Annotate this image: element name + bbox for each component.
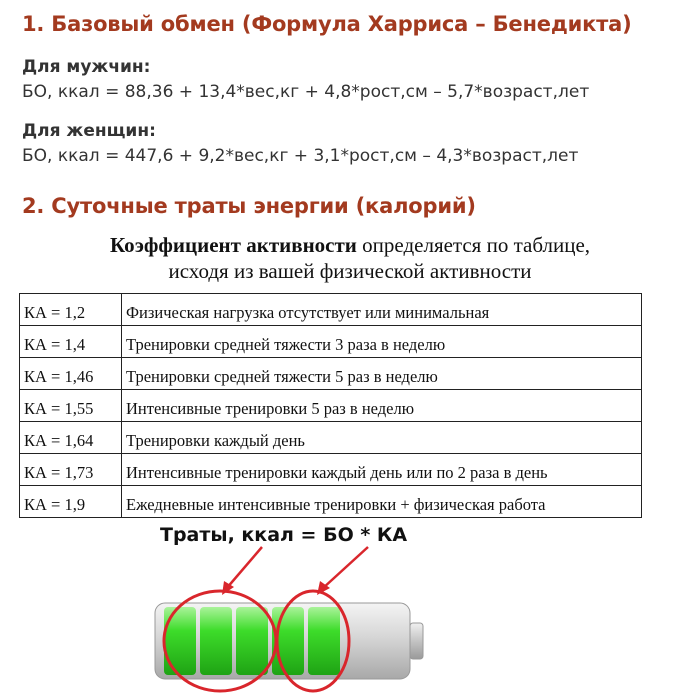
ka-value: КА = 1,9: [20, 486, 122, 518]
women-formula: БО, ккал = 447,6 + 9,2*вес,кг + 3,1*рост,см – 4,3*возраст,лет: [22, 146, 579, 166]
section1-title: 1. Базовый обмен (Формула Харриса – Бенедикта): [22, 12, 632, 36]
battery-illustration: [150, 545, 450, 695]
ka-value: КА = 1,4: [20, 326, 122, 358]
ka-value: КА = 1,64: [20, 422, 122, 454]
women-label: Для женщин:: [22, 121, 156, 141]
activity-intro: [0, 232, 700, 284]
arrow-right: [322, 547, 368, 589]
ka-value: КА = 1,2: [20, 294, 122, 326]
battery-cap: [410, 623, 423, 659]
section2-title: 2. Суточные траты энергии (калорий): [22, 194, 476, 218]
intro-rest: определяется по таблице,: [356, 233, 591, 257]
ka-description: Тренировки средней тяжести 5 раз в неделю: [122, 358, 642, 390]
activity-table: [19, 293, 642, 518]
ka-description: Интенсивные тренировки 5 раз в неделю: [122, 390, 642, 422]
ka-value: КА = 1,46: [20, 358, 122, 390]
table-row: [20, 294, 642, 326]
table-row: [20, 326, 642, 358]
arrow-left: [226, 547, 262, 589]
battery-cell: [200, 607, 232, 675]
intro-bold: Коэффициент активности: [109, 233, 357, 257]
table-row: [20, 422, 642, 454]
battery-cell: [236, 607, 268, 675]
ka-description: Ежедневные интенсивные тренировки + физическая работа: [122, 486, 642, 518]
table-row: [20, 454, 642, 486]
table-row: [20, 358, 642, 390]
intro-line2: исходя из вашей физической активности: [168, 259, 532, 283]
total-formula: Траты, ккал = БО * КА: [160, 524, 408, 546]
ka-value: КА = 1,73: [20, 454, 122, 486]
men-formula: БО, ккал = 88,36 + 13,4*вес,кг + 4,8*рост,см – 5,7*возраст,лет: [22, 82, 590, 102]
men-label: Для мужчин:: [22, 57, 151, 77]
battery-cell: [308, 607, 340, 675]
ka-description: Интенсивные тренировки каждый день или по 2 раза в день: [122, 454, 642, 486]
battery-cell: [164, 607, 196, 675]
table-row: [20, 486, 642, 518]
ka-value: КА = 1,55: [20, 390, 122, 422]
ka-description: Физическая нагрузка отсутствует или минимальная: [122, 294, 642, 326]
table-row: [20, 390, 642, 422]
ka-description: Тренировки средней тяжести 3 раза в неделю: [122, 326, 642, 358]
ka-description: Тренировки каждый день: [122, 422, 642, 454]
